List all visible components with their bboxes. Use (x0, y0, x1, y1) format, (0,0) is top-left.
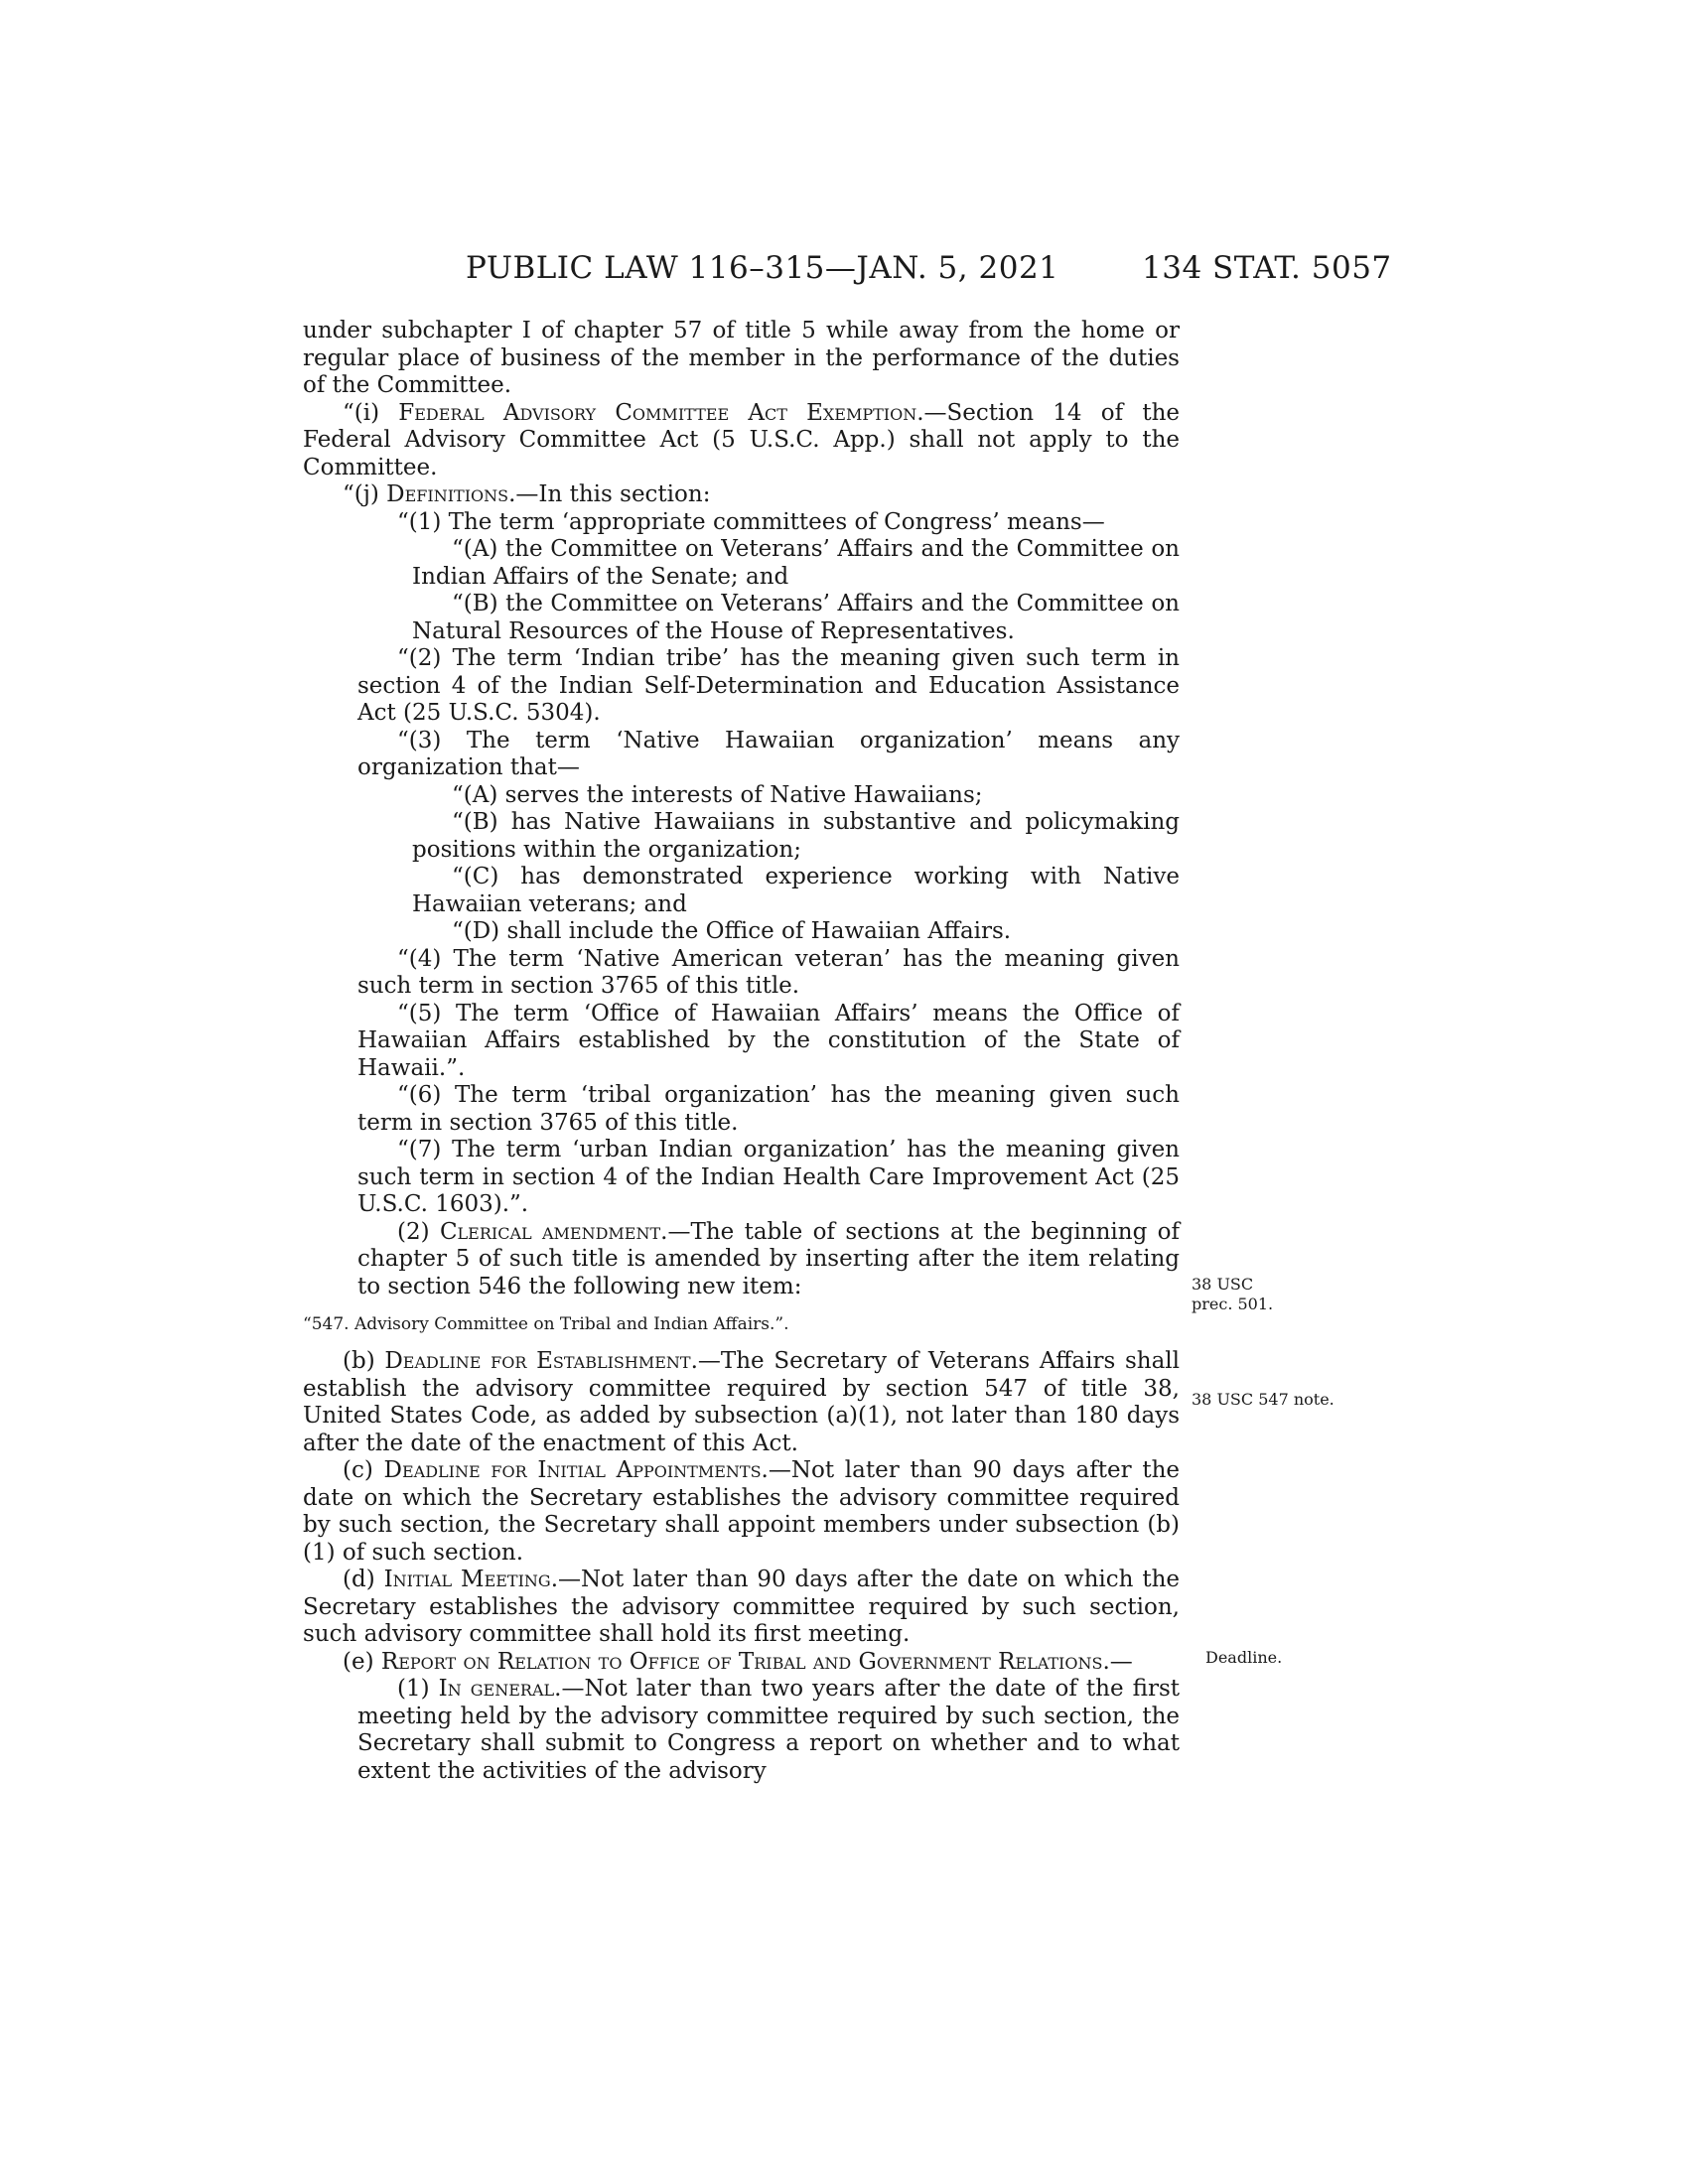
paragraph-heading: Clerical amendment (439, 1218, 661, 1245)
paragraph-subsection-j (303, 481, 1180, 509)
paragraph-definition-1a (303, 536, 1180, 591)
paragraph-text: .—The Secretary of Veterans Affairs shall establish the advisory committee required by section 547 of title 38, United States Code, as added by subsection (a)(1), not later than 180 days after the date of the enactment of this Act. (303, 1348, 1180, 1456)
page-number-stat: 134 STAT. 5057 (1142, 250, 1392, 286)
paragraph-continuation (303, 318, 1180, 400)
paragraph-enum: (c) (343, 1457, 384, 1483)
paragraph-text: “(D) shall include the Office of Hawaiian Affairs. (452, 918, 1012, 944)
paragraph-definition-3a (303, 782, 1180, 810)
paragraph-text: .— (1102, 1648, 1133, 1675)
paragraph-definition-3b (303, 809, 1180, 864)
paragraph-definition-7 (303, 1137, 1180, 1219)
paragraph-text: .—Section 14 of the Federal Advisory Committee Act (5 U.S.C. App.) shall not apply to the Committee. (303, 399, 1181, 480)
paragraph-subsection-e-1 (303, 1676, 1180, 1785)
paragraph-heading: Initial Meeting (383, 1567, 551, 1592)
paragraph-text: under subchapter I of chapter 57 of title 5 while away from the home or regular place of business of the member in the performance of the duties of the Committee. (303, 318, 1180, 398)
paragraph-text: “(B) the Committee on Veterans’ Affairs and the Committee on Natural Resources of the House of Representatives. (412, 591, 1180, 644)
paragraph-text: “(B) has Native Hawaiians in substantive and policymaking positions within the organization; (412, 809, 1180, 863)
paragraph-definition-1b (303, 591, 1180, 645)
paragraph-definition-3 (303, 728, 1180, 782)
paragraph-enum: “(j) (343, 481, 387, 507)
paragraph-text: “(2) The term ‘Indian tribe’ has the meaning given such term in section 4 of the Indian Self-Determination and Education Assistance Act (25 U.S.C. 5304). (357, 645, 1180, 726)
running-header-title: PUBLIC LAW 116–315—JAN. 5, 2021 (466, 250, 1059, 286)
paragraph-text: .—Not later than 90 days after the date on which the Secretary establishes the advisory committee required by such section, the Secretary shall appoint members under subsection (b)(1) of such section. (303, 1457, 1180, 1566)
paragraph-text: “547. Advisory Committee on Tribal and Indian Affairs.”. (303, 1314, 789, 1334)
paragraph-enum: (1) (397, 1676, 439, 1702)
paragraph-definition-2 (303, 645, 1180, 728)
paragraph-subsection-d (303, 1567, 1180, 1649)
paragraph-definition-5 (303, 1001, 1180, 1083)
margin-note-usc-prec (1192, 1275, 1273, 1314)
paragraph-text: .—In this section: (508, 481, 711, 507)
paragraph-text: “(C) has demonstrated experience working with Native Hawaiian veterans; and (412, 864, 1180, 917)
paragraph-heading: Deadline for Establishment (384, 1348, 691, 1374)
paragraph-subsection-i (303, 400, 1180, 482)
margin-note-usc-547: 38 USC 547 note. (1192, 1390, 1335, 1409)
paragraph-clerical-amendment (303, 1219, 1180, 1301)
paragraph-heading: In general (438, 1676, 555, 1702)
paragraph-subsection-c (303, 1457, 1180, 1567)
document-body (303, 318, 1180, 1785)
margin-note-deadline: Deadline. (1205, 1648, 1283, 1667)
paragraph-subsection-b (303, 1348, 1180, 1457)
margin-note-line: 38 USC (1192, 1275, 1254, 1294)
paragraph-definition-6 (303, 1082, 1180, 1137)
paragraph-heading: Federal Advisory Committee Act Exemption (398, 399, 917, 426)
paragraph-text: “(5) The term ‘Office of Hawaiian Affairs’ means the Office of Hawaiian Affairs established by the constitution of the State of Hawaii.”. (357, 1000, 1180, 1081)
paragraph-text: “(6) The term ‘tribal organization’ has the meaning given such term in section 3765 of this title. (357, 1082, 1180, 1136)
paragraph-enum: (b) (343, 1348, 385, 1374)
paragraph-text: “(3) The term ‘Native Hawaiian organization’ means any organization that— (357, 727, 1180, 780)
paragraph-definition-3c (303, 864, 1180, 918)
paragraph-definition-4 (303, 946, 1180, 1001)
paragraph-text: “(1) The term ‘appropriate committees of Congress’ means— (397, 508, 1105, 535)
paragraph-text: .—Not later than 90 days after the date on which the Secretary establishes the advisory committee required by such section, such advisory committee shall hold its first meeting. (303, 1567, 1181, 1647)
paragraph-definition-1 (303, 509, 1180, 537)
paragraph-text: “(A) the Committee on Veterans’ Affairs and the Committee on Indian Affairs of the Senate; and (412, 536, 1180, 590)
table-of-sections-item (303, 1314, 1180, 1334)
paragraph-text: “(A) serves the interests of Native Hawaiians; (452, 781, 983, 808)
paragraph-heading: Definitions (386, 481, 509, 507)
paragraph-definition-3d (303, 918, 1180, 946)
paragraph-enum: “(i) (343, 399, 399, 426)
paragraph-text: “(4) The term ‘Native American veteran’ has the meaning given such term in section 3765 of this title. (357, 945, 1180, 999)
paragraph-heading: Report on Relation to Office of Tribal and Government Relations (380, 1648, 1103, 1675)
margin-note-line: prec. 501. (1192, 1295, 1274, 1313)
paragraph-enum: (e) (343, 1648, 381, 1675)
paragraph-text: “(7) The term ‘urban Indian organization’ has the meaning given such term in section 4 of the Indian Health Care Improvement Act (25 U.S.C. 1603).”. (357, 1137, 1180, 1217)
paragraph-text: .—Not later than two years after the date of the first meeting held by the advisory committee required by such section, the Secretary shall submit to Congress a report on whether and to what extent the activities of the advisory (357, 1676, 1181, 1784)
paragraph-enum: (2) (397, 1218, 440, 1245)
paragraph-text: .—The table of sections at the beginning of chapter 5 of such title is amended by inserting after the item relating to section 546 the following new item: (357, 1218, 1181, 1299)
paragraph-heading: Deadline for Initial Appointments (383, 1457, 762, 1483)
paragraph-enum: (d) (343, 1567, 384, 1592)
paragraph-subsection-e (303, 1649, 1180, 1677)
